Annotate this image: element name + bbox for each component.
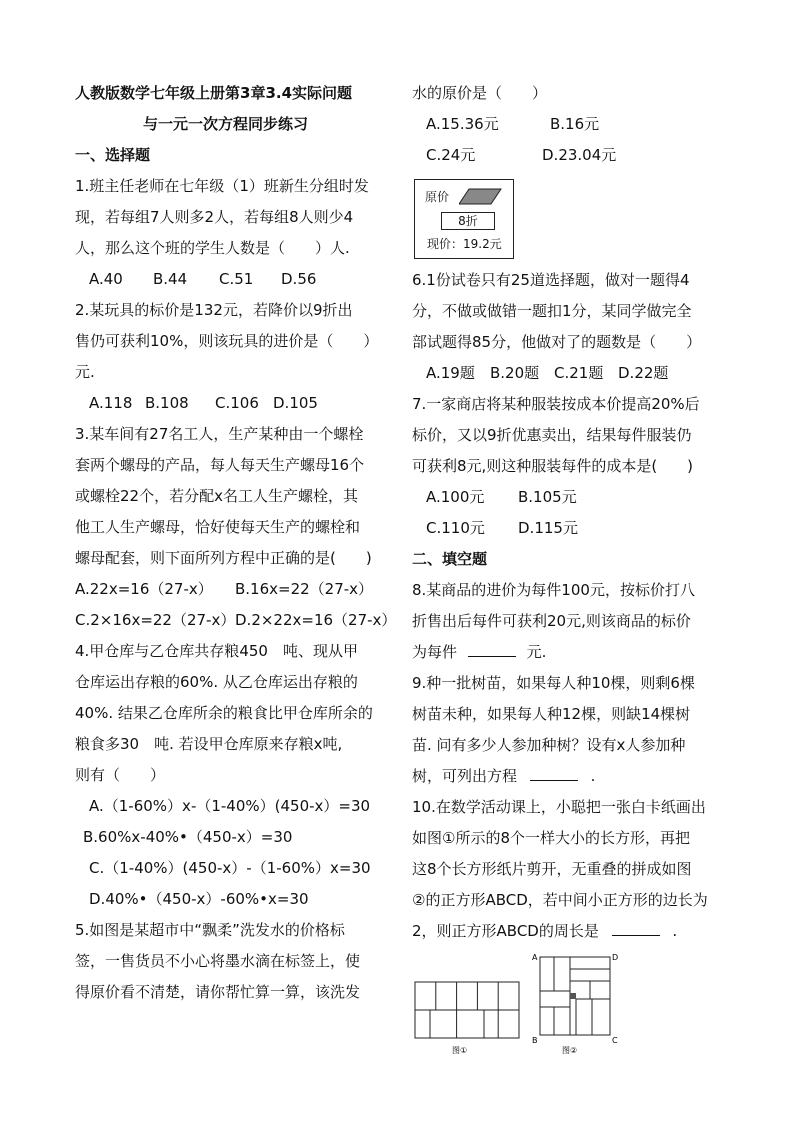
q5-option-d[interactable]: D.23.04元 (542, 146, 617, 164)
q9-line-suffix: . (590, 767, 596, 785)
q10-line-suffix: . (672, 922, 678, 940)
q2-option-b[interactable]: B.108 (145, 394, 189, 412)
center-small-square (570, 993, 576, 999)
q3-line: 他工人生产螺母，恰好使每天生产的螺栓和 (75, 518, 361, 536)
question-9 (412, 668, 730, 792)
q3-line: 螺母配套，则下面所列方程中正确的是( ) (75, 549, 372, 567)
q5-option-a[interactable]: A.15.36元 (426, 115, 499, 133)
section-fill-heading: 二、填空题 (412, 550, 488, 568)
q9-answer-blank[interactable] (530, 762, 578, 781)
q8-line: 8.某商品的进价为每件100元，按标价打八 (412, 581, 695, 599)
question-5 (75, 915, 393, 1008)
q3-line: 套两个螺母的产品，每人每天生产螺母16个 (75, 456, 365, 474)
q7-line: 标价，又以9折优惠卖出，结果每件服装仍 (412, 426, 692, 444)
question-1 (75, 171, 393, 295)
price-tag-figure (414, 179, 514, 259)
corner-b-label: B (532, 1036, 538, 1045)
question-2 (75, 295, 393, 419)
q6-line: 6.1份试卷只有25道选择题，做对一题得4 (412, 271, 690, 289)
q10-line: 这8个长方形纸片剪开，无重叠的拼成如图 (412, 860, 692, 878)
q10-blank-line (412, 916, 730, 947)
q10-line: ②的正方形ABCD，若中间小正方形的边长为 (412, 891, 708, 909)
ink-blot-parallelogram (459, 188, 503, 206)
q3-options-row2 (75, 605, 397, 636)
q8-answer-blank[interactable] (468, 638, 516, 657)
q10-answer-blank[interactable] (612, 917, 660, 936)
q3-option-c[interactable]: C.2×16x=22（27-x） (75, 611, 236, 629)
q6-option-a[interactable]: A.19题 (426, 364, 475, 382)
q4-option-c[interactable]: C.（1-40%）(450-x）-（1-60%）x=30 (89, 859, 371, 877)
q3-option-d[interactable]: D.2×22x=16（27-x） (235, 611, 397, 629)
q9-line: 9.种一批树苗，如果每人种10棵，则剩6棵 (412, 674, 695, 692)
q7-line: 可获利8元,则这种服装每件的成本是( ) (412, 457, 694, 475)
q7-option-b[interactable]: B.105元 (518, 488, 577, 506)
figure-1-rectangles (414, 981, 520, 1061)
page-title-line2: 与一元一次方程同步练习 (143, 115, 309, 133)
q1-option-a[interactable]: A.40 (89, 270, 123, 288)
q8-line: 折售出后每件可获利20元,则该商品的标价 (412, 612, 691, 630)
q1-line: 现，若每组7人则多2人，若每组8人则少4 (75, 208, 354, 226)
q2-options (75, 388, 393, 419)
q3-option-a[interactable]: A.22x=16（27-x） (75, 580, 213, 598)
q9-line: 苗. 问有多少人参加种树？设有x人参加种 (412, 736, 686, 754)
q1-line: 1.班主任老师在七年级（1）班新生分组时发 (75, 177, 369, 195)
page-title-line1: 人教版数学七年级上册第3章3.4实际问题 (75, 84, 353, 102)
q6-option-b[interactable]: B.20题 (490, 364, 540, 382)
q1-option-c[interactable]: C.51 (219, 270, 254, 288)
q4-option-b[interactable]: B.60%x-40%•（450-x）=30 (83, 828, 293, 846)
q4-line: 仓库运出存粮的60%. 从乙仓库运出存粮的 (75, 673, 358, 691)
section-choice-heading: 一、选择题 (75, 146, 151, 164)
q5-option-c[interactable]: C.24元 (426, 146, 476, 164)
q8-line-prefix: 为每件 (412, 643, 458, 661)
q10-line-prefix: 2，则正方形ABCD的周长是 (412, 922, 599, 940)
current-price-label: 现价：19.2元 (427, 237, 502, 251)
corner-a-label: A (532, 953, 538, 962)
q5-line: 5.如图是某超市中“飘柔”洗发水的价格标 (75, 921, 345, 939)
q10-figures (412, 951, 730, 1061)
question-10 (412, 792, 730, 1061)
q5-line: 水的原价是（ ） (412, 84, 548, 102)
q5-options-row1 (412, 109, 730, 140)
q3-line: 3.某车间有27名工人，生产某种由一个螺栓 (75, 425, 364, 443)
figure-1-caption: 图① (452, 1046, 468, 1055)
q9-line: 树苗未种，如果每人种12棵，则缺14棵树 (412, 705, 691, 723)
corner-d-label: D (612, 953, 619, 962)
left-column (75, 78, 397, 1008)
q6-option-d[interactable]: D.22题 (618, 364, 669, 382)
q2-line: 元. (75, 363, 95, 381)
q7-option-c[interactable]: C.110元 (426, 519, 485, 537)
question-6 (412, 265, 730, 389)
q5-line: 得原价看不清楚，请你帮忙算一算，该洗发 (75, 983, 361, 1001)
q10-line: 10.在数学活动课上，小聪把一张白卡纸画出 (412, 798, 706, 816)
q6-options (412, 358, 730, 389)
q7-options-row2 (412, 513, 730, 544)
q2-option-a[interactable]: A.118 (89, 394, 133, 412)
figure-2-caption: 图② (562, 1046, 578, 1055)
q5-options-row2 (412, 140, 730, 171)
right-column (412, 78, 730, 1061)
original-price-label: 原价 (425, 190, 450, 204)
q2-line: 2.某玩具的标价是132元，若降价以9折出 (75, 301, 353, 319)
question-7 (412, 389, 730, 544)
q5-option-b[interactable]: B.16元 (550, 115, 600, 133)
question-3 (75, 419, 397, 636)
q7-option-a[interactable]: A.100元 (426, 488, 485, 506)
q6-line: 部试题得85分，他做对了的题数是（ ） (412, 333, 702, 351)
q2-option-c[interactable]: C.106 (215, 394, 259, 412)
q1-line: 人，那么这个班的学生人数是（ ）人. (75, 239, 350, 257)
q5-line: 签，一售货员不小心将墨水滴在标签上，使 (75, 952, 361, 970)
q7-line: 7.一家商店将某种服装按成本价提高20%后 (412, 395, 700, 413)
q7-options-row1 (412, 482, 730, 513)
q4-line: 4.甲仓库与乙仓库共存粮450 吨、现从甲 (75, 642, 358, 660)
q4-line: 40%. 结果乙仓库所余的粮食比甲仓库所余的 (75, 704, 373, 722)
q1-options (75, 264, 393, 295)
figure-2-square-abcd (532, 951, 632, 1057)
q3-options-row1 (75, 574, 393, 605)
q4-line: 粮食多30 吨. 若设甲仓库原来存粮x吨, (75, 735, 343, 753)
q6-line: 分，不做或做错一题扣1分，某同学做完全 (412, 302, 692, 320)
q4-line: 则有（ ） (75, 766, 166, 784)
q10-line: 如图①所示的8个一样大小的长方形，再把 (412, 829, 690, 847)
q7-option-d[interactable]: D.115元 (518, 519, 578, 537)
q9-blank-line (412, 761, 730, 792)
q1-option-b[interactable]: B.44 (153, 270, 188, 288)
q3-option-b[interactable]: B.16x=22（27-x） (235, 580, 374, 598)
question-4 (75, 636, 393, 915)
q6-option-c[interactable]: C.21题 (554, 364, 604, 382)
q2-option-d[interactable]: D.105 (273, 394, 318, 412)
q4-option-d[interactable]: D.40%•（450-x）-60%•x=30 (89, 890, 309, 908)
q8-blank-line (412, 637, 730, 668)
q2-line: 售仍可获利10%，则该玩具的进价是（ ） (75, 332, 379, 350)
q9-line-prefix: 树，可列出方程 (412, 767, 518, 785)
question-8 (412, 575, 730, 668)
q4-option-a[interactable]: A.（1-60%）x-（1-40%）(450-x）=30 (89, 797, 371, 815)
discount-box: 8折 (441, 212, 495, 230)
q3-line: 或螺栓22个，若分配x名工人生产螺栓，其 (75, 487, 358, 505)
corner-c-label: C (612, 1036, 618, 1045)
q1-option-d[interactable]: D.56 (281, 270, 317, 288)
q8-line-suffix: 元. (526, 643, 547, 661)
